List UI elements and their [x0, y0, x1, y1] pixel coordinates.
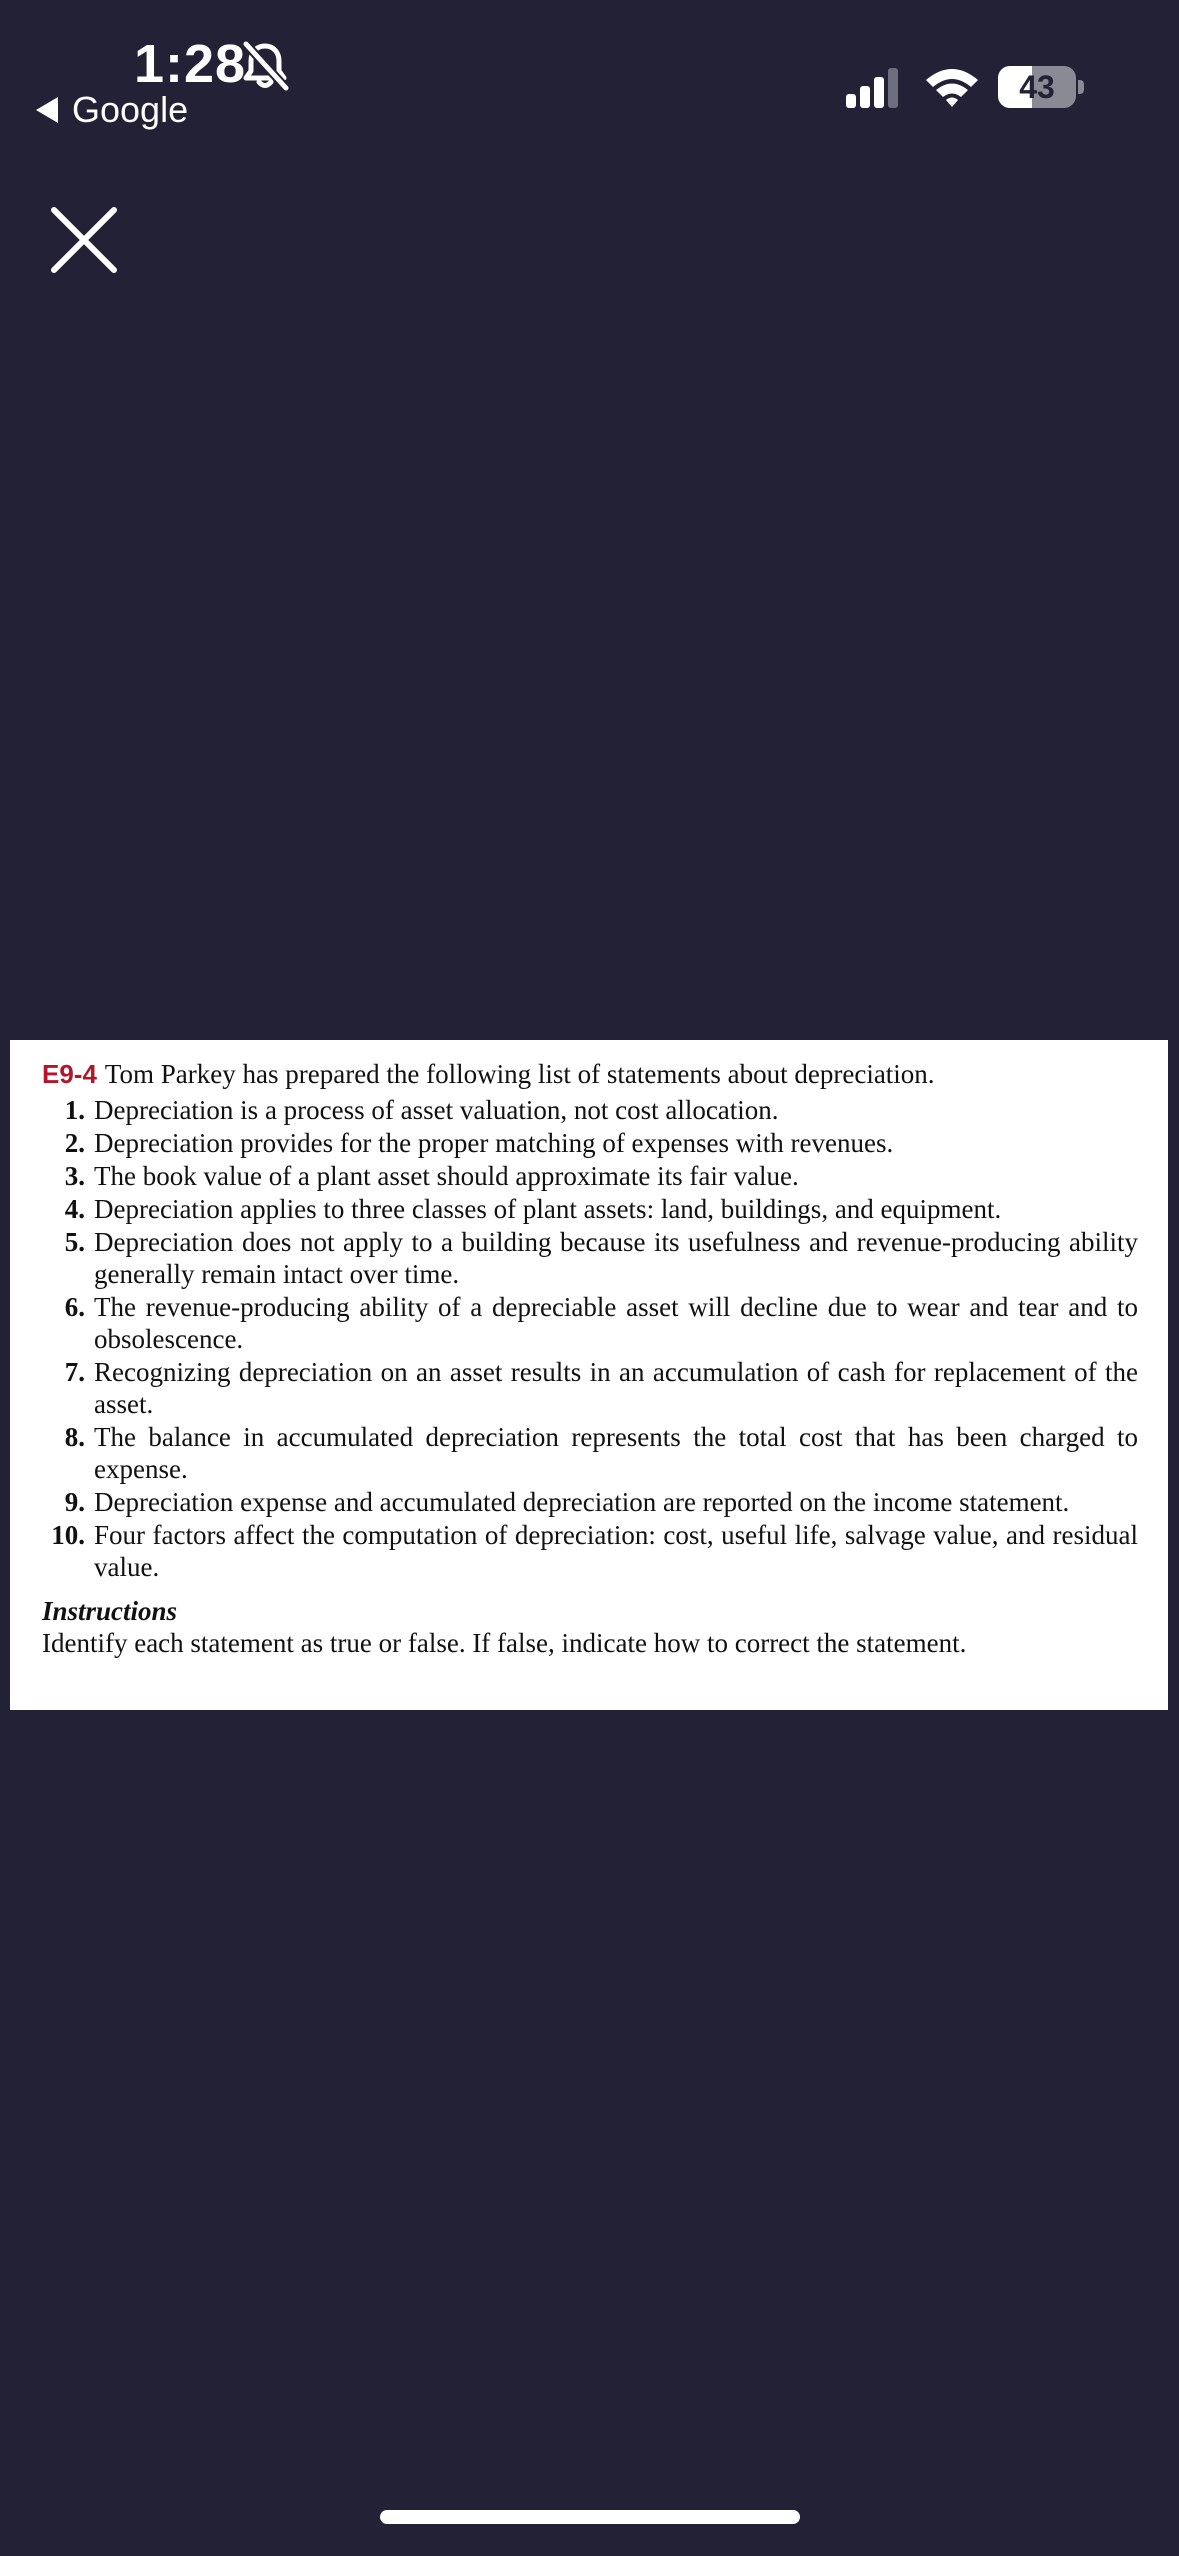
statement-number: 7. — [64, 1357, 85, 1387]
statement-number: 5. — [64, 1227, 85, 1257]
statement-item — [42, 1421, 1138, 1485]
wifi-icon — [924, 66, 980, 108]
statement-item — [42, 1226, 1138, 1290]
statement-item — [42, 1291, 1138, 1355]
statement-number: 6. — [64, 1292, 85, 1322]
statement-text: The revenue-producing ability of a depreciable asset will decline due to wear and tear and to obsolescence. — [94, 1292, 1138, 1354]
instructions-text: Identify each statement as true or false. If false, indicate how to correct the statement. — [42, 1628, 967, 1658]
statement-number: 1. — [64, 1095, 85, 1125]
instructions-heading: Instructions — [42, 1596, 178, 1626]
statement-text: The book value of a plant asset should approximate its fair value. — [94, 1161, 799, 1191]
statement-item — [42, 1160, 1138, 1192]
statement-number: 4. — [64, 1194, 85, 1224]
statement-text: Depreciation expense and accumulated depreciation are reported on the income statement. — [94, 1487, 1070, 1517]
back-to-app-link[interactable] — [36, 86, 188, 134]
statement-item — [42, 1356, 1138, 1420]
statement-number: 10. — [51, 1520, 85, 1550]
statement-item — [42, 1193, 1138, 1225]
close-icon[interactable] — [48, 204, 120, 276]
textbook-exercise-image — [10, 1040, 1168, 1710]
statement-item — [42, 1094, 1138, 1126]
cellular-signal-icon — [846, 68, 900, 108]
back-triangle-icon — [36, 97, 58, 123]
statement-number: 2. — [64, 1128, 85, 1158]
statement-text: Depreciation applies to three classes of plant assets: land, buildings, and equipment. — [94, 1194, 1002, 1224]
statement-item — [42, 1486, 1138, 1518]
exercise-intro: Tom Parkey has prepared the following list of statements about depreciation. — [104, 1059, 935, 1089]
statement-text: Four factors affect the computation of depreciation: cost, useful life, salvage value, and residual value. — [94, 1520, 1138, 1582]
exercise-number: E9-4 — [42, 1059, 97, 1089]
bell-slash-icon — [238, 40, 292, 92]
statement-number: 8. — [64, 1422, 85, 1452]
statement-item — [42, 1127, 1138, 1159]
battery-percent: 43 — [1019, 69, 1055, 105]
back-app-label: Google — [72, 89, 189, 130]
battery-nub — [1078, 80, 1084, 94]
statement-text: The balance in accumulated depreciation represents the total cost that has been charged to expense. — [94, 1422, 1138, 1484]
statement-text: Depreciation is a process of asset valuation, not cost allocation. — [94, 1095, 779, 1125]
battery-indicator — [998, 66, 1076, 108]
home-indicator[interactable] — [380, 2510, 800, 2524]
statement-text: Depreciation provides for the proper matching of expenses with revenues. — [94, 1128, 894, 1158]
statement-number: 9. — [64, 1487, 85, 1517]
statement-text: Recognizing depreciation on an asset results in an accumulation of cash for replacement of the asset. — [94, 1357, 1138, 1419]
statement-item — [42, 1519, 1138, 1583]
statement-list — [42, 1094, 1138, 1583]
statement-text: Depreciation does not apply to a building because its usefulness and revenue-producing ability generally remain intact over time. — [94, 1227, 1138, 1289]
statement-number: 3. — [64, 1161, 85, 1191]
status-time: 1:28 — [134, 34, 247, 94]
exercise-header — [42, 1058, 1138, 1090]
